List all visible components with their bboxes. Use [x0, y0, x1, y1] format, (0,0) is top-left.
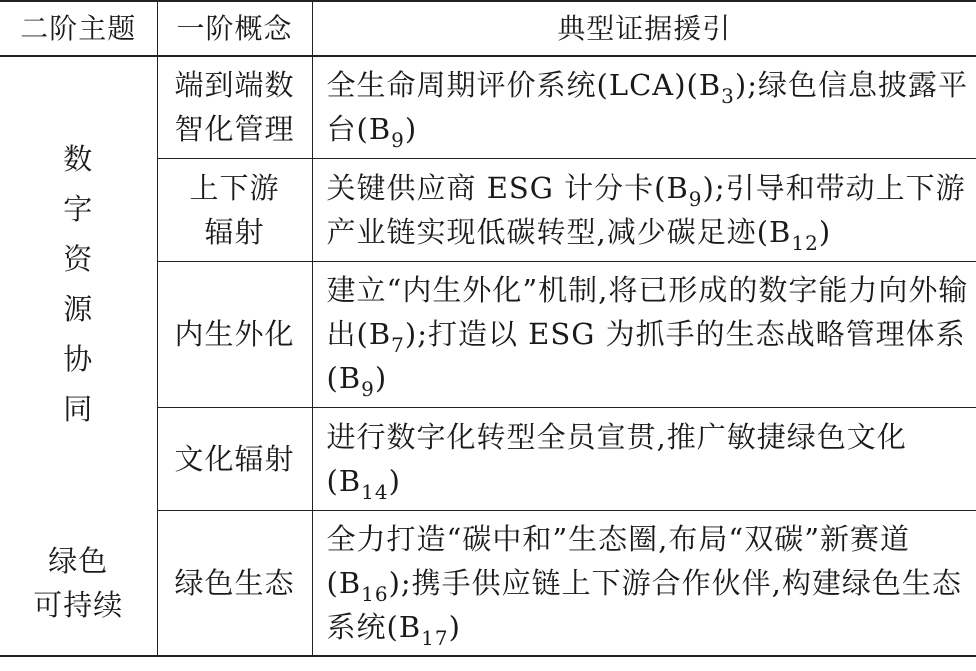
- evidence-text: ): [818, 214, 832, 249]
- citation-subscript: 9: [361, 377, 375, 401]
- concept-label-line2: 辐射: [204, 214, 265, 249]
- citation-subscript: 9: [391, 128, 405, 153]
- evidence-cell: [312, 407, 976, 510]
- evidence-cell: [312, 56, 976, 158]
- theme-label-line2: 可持续: [33, 587, 124, 622]
- theme-label: 数字资源协同: [63, 141, 94, 426]
- header-typical-evidence: 典型证据援引: [312, 1, 976, 56]
- concept-label-line2: 智化管理: [174, 112, 295, 147]
- table-row: [0, 56, 976, 158]
- concept-cell: [157, 261, 312, 407]
- citation-subscript: 7: [391, 333, 405, 357]
- evidence-text: );引导和带动上下游产业链实现低碳转型,减少碳足迹(B: [326, 170, 966, 249]
- concept-label: 文化辐射: [174, 441, 295, 476]
- evidence-text: ): [404, 112, 418, 147]
- concept-label: 内生外化: [174, 317, 295, 351]
- evidence-text: 全生命周期评价系统(LCA)(B: [326, 68, 722, 103]
- concept-cell: [157, 407, 312, 510]
- evidence-text: );携手供应链上下游合作伙伴,构建绿色生态系统(B: [326, 565, 962, 644]
- header-first-order-concept: 一阶概念: [157, 1, 312, 56]
- header-second-order-theme: 二阶主题: [0, 1, 157, 56]
- citation-subscript: 3: [721, 84, 735, 109]
- concept-cell: [157, 158, 312, 261]
- concept-label-line1: 端到端数: [174, 68, 295, 103]
- evidence-text: 进行数字化转型全员宣贯,推广敏捷绿色文化(B: [326, 419, 907, 498]
- evidence-text: ): [374, 361, 388, 395]
- evidence-text: );绿色信息披露平台(B: [326, 68, 968, 147]
- table-row: [0, 510, 976, 656]
- evidence-text: ): [388, 463, 401, 498]
- concept-label-line1: 上下游: [189, 170, 280, 205]
- citation-subscript: 9: [688, 186, 703, 211]
- evidence-text: 关键供应商 ESG 计分卡(B: [326, 170, 689, 205]
- citation-subscript: 17: [421, 625, 449, 650]
- citation-subscript: 14: [361, 479, 389, 504]
- concept-cell: [157, 510, 312, 656]
- evidence-cell: [312, 261, 976, 407]
- evidence-cell: [312, 158, 976, 261]
- evidence-text: 全力打造“碳中和”生态圈,布局“双碳”新赛道(B: [326, 521, 911, 600]
- citation-subscript: 12: [791, 230, 819, 255]
- table-header-row: [0, 1, 976, 56]
- evidence-text: ): [448, 609, 461, 644]
- evidence-cell: [312, 510, 976, 656]
- evidence-text: 建立“内生外化”机制,将已形成的数字能力向外输出(B: [326, 273, 969, 351]
- theme-label-line1: 绿色: [48, 543, 109, 578]
- citation-subscript: 16: [361, 581, 389, 606]
- theme-cell-digital-resource-synergy: [0, 56, 157, 510]
- concept-cell: [157, 56, 312, 158]
- concept-label: 绿色生态: [174, 565, 295, 600]
- theme-cell-green-sustainability: [0, 510, 157, 656]
- evidence-text: );打造以 ESG 为抓手的生态战略管理体系(B: [326, 317, 966, 395]
